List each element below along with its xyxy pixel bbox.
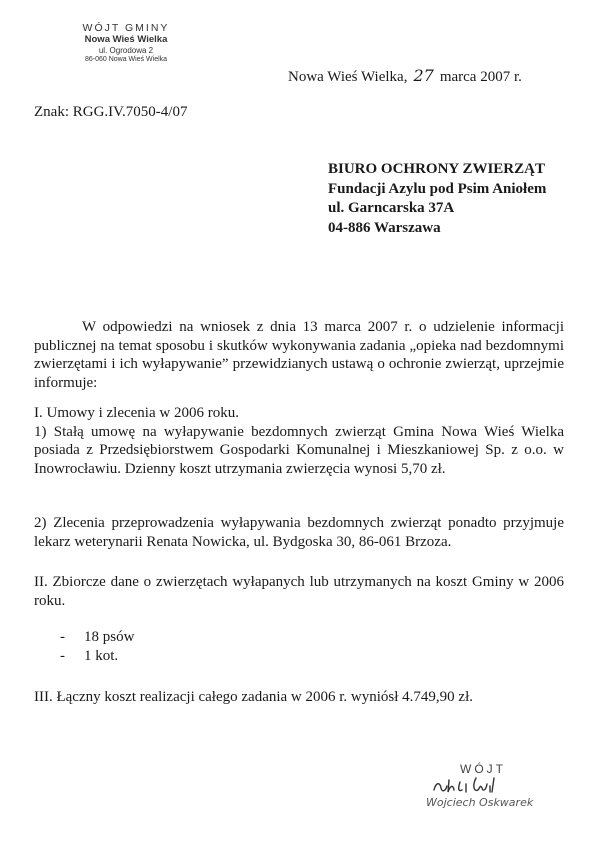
- list-item-text: 18 psów: [84, 629, 135, 645]
- handwritten-signature: [420, 772, 530, 798]
- addressee-block: [328, 160, 546, 238]
- handwritten-day: 27: [413, 66, 434, 85]
- list-dash: -: [60, 647, 65, 664]
- signature-block: [420, 762, 560, 822]
- signatory-name: Wojciech Oskwarek: [426, 796, 534, 809]
- reference-number: Znak: RGG.IV.7050-4/07: [34, 104, 188, 120]
- list-dash: -: [60, 629, 65, 645]
- addressee-line-3: ul. Garncarska 37A: [328, 200, 455, 216]
- official-stamp: [66, 22, 186, 63]
- addressee-line-4: 04-886 Warszawa: [328, 219, 441, 236]
- section-3-text: III. Łączny koszt realizacji całego zadania w 2006 r. wyniósł 4.749,90 zł.: [34, 689, 474, 705]
- signature-title: WÓJT: [460, 762, 506, 776]
- stamp-title: WÓJT GMINY: [82, 22, 170, 34]
- animal-count-list: [60, 628, 134, 665]
- section-1: [34, 404, 564, 478]
- place-name: Nowa Wieś Wielka,: [288, 69, 408, 85]
- intro-text: W odpowiedzi na wniosek z dnia 13 marca 2007 r. o udzielenie informacji publicznej na temat sposobu i skutków wykonywania zadania „opieka nad bezdomnymi zwierzętami i ich wyłapywanie” przewidzianych ustawą o ochronie zwierząt, uprzejmie informuje:: [34, 319, 564, 391]
- section-2: [34, 573, 564, 610]
- section-1-item-1: 1) Stałą umowę na wyłapywanie bezdomnych zwierząt Gmina Nowa Wieś Wielka posiada z Przedsiębiorstwem Gospodarki Komunalnej i Mieszkaniowej Sp. z o.o. w Inowrocławiu. Dzienny koszt utrzymania zwierzęcia wynosi 5,70 zł.: [34, 423, 564, 477]
- section-1-heading: I. Umowy i zlecenia w 2006 roku.: [34, 405, 239, 421]
- list-item: [60, 628, 134, 647]
- list-item-text: 1 kot.: [84, 647, 119, 664]
- addressee-line-1: BIURO OCHRONY ZWIERZĄT: [328, 161, 545, 177]
- section-1-item-2: 2) Zlecenia przeprowadzenia wyłapywania bezdomnych zwierząt ponadto przyjmuje lekarz weterynarii Renata Nowicka, ul. Bydgoska 30, 86-061 Brzoza.: [34, 515, 564, 550]
- addressee-line-2: Fundacji Azylu pod Psim Aniołem: [328, 180, 547, 197]
- list-item: [60, 647, 134, 666]
- place-and-date: [288, 66, 522, 86]
- section-2-heading: II. Zbiorcze dane o zwierzętach wyłapanych lub utrzymanych na koszt Gminy w 2006 roku.: [34, 574, 564, 609]
- section-1-item-2-block: [34, 514, 564, 551]
- stamp-municipality: Nowa Wieś Wielka: [84, 34, 168, 45]
- stamp-street: ul. Ogrodowa 2: [98, 46, 154, 55]
- section-3: [34, 688, 564, 707]
- date-month-year: marca 2007 r.: [439, 69, 522, 85]
- intro-paragraph: [34, 318, 564, 392]
- stamp-postcode: 86-060 Nowa Wieś Wielka: [84, 56, 168, 63]
